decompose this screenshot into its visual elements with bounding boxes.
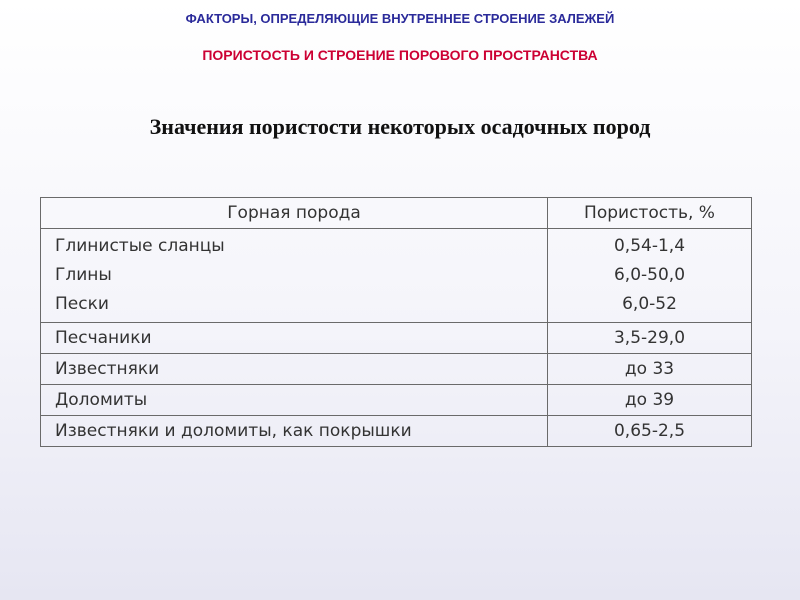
- table-row: [41, 385, 752, 416]
- rock-name: Пески: [55, 294, 109, 314]
- rock-name-cell: [41, 229, 548, 323]
- porosity-table: [40, 197, 752, 447]
- porosity-value: 6,0-50,0: [613, 265, 686, 285]
- porosity-value-cell: [548, 229, 752, 323]
- table-row: [41, 229, 752, 323]
- table-row: [41, 416, 752, 447]
- rock-name: Доломиты: [41, 385, 548, 416]
- section-title: ФАКТОРЫ, ОПРЕДЕЛЯЮЩИЕ ВНУТРЕННЕЕ СТРОЕНИЕ ЗАЛЕЖЕЙ: [185, 11, 615, 26]
- table-header-row: [41, 198, 752, 229]
- porosity-value: 3,5-29,0: [548, 323, 752, 354]
- rock-name: Глины: [55, 265, 112, 285]
- porosity-value: до 39: [548, 385, 752, 416]
- slide-title: Значения пористости некоторых осадочных пород: [149, 114, 651, 139]
- porosity-value: до 33: [548, 354, 752, 385]
- rock-name: Известняки и доломиты, как покрышки: [41, 416, 548, 447]
- column-header-rock: Горная порода: [41, 198, 548, 229]
- porosity-value: 0,54-1,4: [613, 236, 686, 256]
- rock-name: Песчаники: [41, 323, 548, 354]
- table-row: [41, 323, 752, 354]
- rock-name: Известняки: [41, 354, 548, 385]
- table-row: [41, 354, 752, 385]
- rock-name: Глинистые сланцы: [55, 236, 225, 256]
- subsection-title: ПОРИСТОСТЬ И СТРОЕНИЕ ПОРОВОГО ПРОСТРАНСТВА: [202, 47, 598, 63]
- porosity-value: 6,0-52: [622, 294, 677, 314]
- column-header-porosity: Пористость, %: [548, 198, 752, 229]
- porosity-value: 0,65-2,5: [548, 416, 752, 447]
